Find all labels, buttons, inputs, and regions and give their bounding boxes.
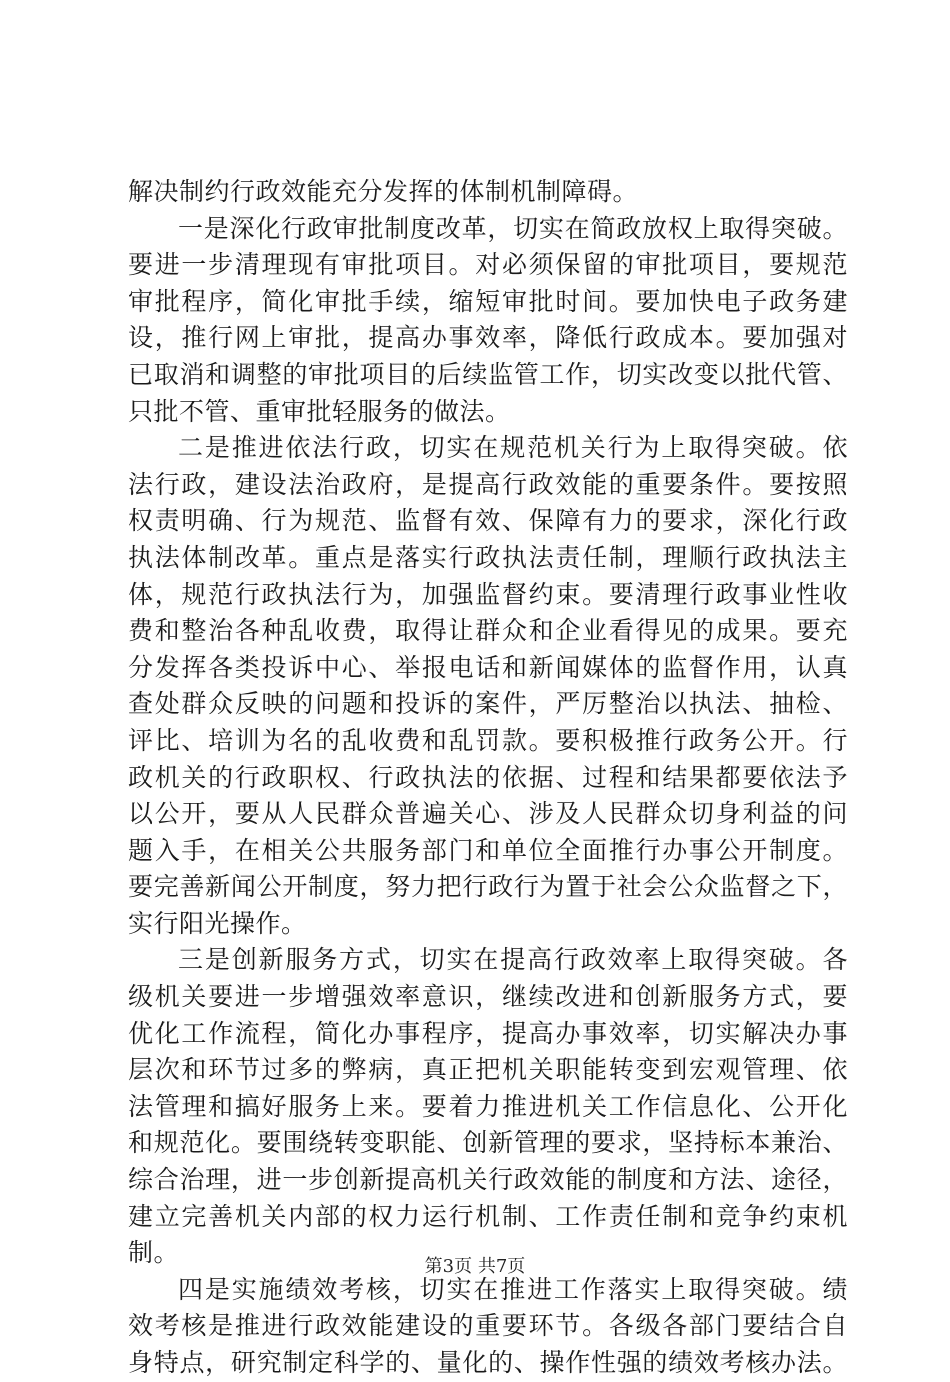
text-line: 层次和环节过多的弊病，真正把机关职能转变到宏观管理、依 — [128, 1055, 848, 1085]
text-line: 一是深化行政审批制度改革，切实在简政放权上取得突破。 — [178, 213, 848, 243]
text-line: 法管理和搞好服务上来。要着力推进机关工作信息化、公开化 — [128, 1091, 848, 1121]
text-line: 二是推进依法行政，切实在规范机关行为上取得突破。依 — [178, 433, 848, 463]
text-line: 分发挥各类投诉中心、举报电话和新闻媒体的监督作用，认真 — [128, 652, 848, 682]
page-footer: 第3页 共7页 — [424, 1256, 526, 1277]
text-line: 评比、培训为名的乱收费和乱罚款。要积极推行政务公开。行 — [128, 725, 848, 755]
text-line: 政机关的行政职权、行政执法的依据、过程和结果都要依法予 — [128, 762, 848, 792]
text-line: 建立完善机关内部的权力运行机制、工作责任制和竞争约束机 — [128, 1201, 848, 1231]
body-text — [128, 174, 848, 1382]
text-line: 执法体制改革。重点是落实行政执法责任制，理顺行政执法主 — [128, 542, 848, 572]
text-line: 效考核是推进行政效能建设的重要环节。各级各部门要结合自 — [128, 1311, 848, 1341]
text-line: 优化工作流程，简化办事程序，提高办事效率，切实解决办事 — [128, 1018, 848, 1048]
text-line: 要进一步清理现有审批项目。对必须保留的审批项目，要规范 — [128, 250, 848, 280]
text-line: 已取消和调整的审批项目的后续监管工作，切实改变以批代管、 — [128, 359, 848, 389]
text-line: 要完善新闻公开制度，努力把行政行为置于社会公众监督之下， — [128, 872, 848, 902]
text-line: 以公开，要从人民群众普遍关心、涉及人民群众切身利益的问 — [128, 799, 848, 829]
text-line: 解决制约行政效能充分发挥的体制机制障碍。 — [128, 177, 639, 206]
text-line: 审批程序，简化审批手续，缩短审批时间。要加快电子政务建 — [128, 286, 848, 316]
text-line: 费和整治各种乱收费，取得让群众和企业看得见的成果。要充 — [128, 616, 848, 646]
text-line: 级机关要进一步增强效率意识，继续改进和创新服务方式，要 — [128, 982, 848, 1012]
text-line: 题入手，在相关公共服务部门和单位全面推行办事公开制度。 — [128, 835, 848, 865]
text-line: 和规范化。要围绕转变职能、创新管理的要求，坚持标本兼治、 — [128, 1128, 848, 1158]
text-line: 法行政，建设法治政府，是提高行政效能的重要条件。要按照 — [128, 469, 848, 499]
text-line: 三是创新服务方式，切实在提高行政效率上取得突破。各 — [178, 945, 848, 975]
text-line: 设，推行网上审批，提高办事效率，降低行政成本。要加强对 — [128, 323, 848, 353]
text-line: 实行阳光操作。 — [128, 908, 307, 938]
text-line: 制。 — [128, 1238, 180, 1268]
text-line: 只批不管、重审批轻服务的做法。 — [128, 396, 511, 426]
text-line: 查处群众反映的问题和投诉的案件，严厉整治以执法、抽检、 — [128, 689, 848, 719]
text-line: 综合治理，进一步创新提高机关行政效能的制度和方法、途径， — [128, 1165, 848, 1195]
text-line: 身特点，研究制定科学的、量化的、操作性强的绩效考核办法。 — [128, 1348, 848, 1377]
text-line: 四是实施绩效考核，切实在推进工作落实上取得突破。绩 — [178, 1274, 848, 1304]
text-line: 权责明确、行为规范、监督有效、保障有力的要求，深化行政 — [128, 506, 848, 536]
text-line: 体，规范行政执法行为，加强监督约束。要清理行政事业性收 — [128, 579, 848, 609]
